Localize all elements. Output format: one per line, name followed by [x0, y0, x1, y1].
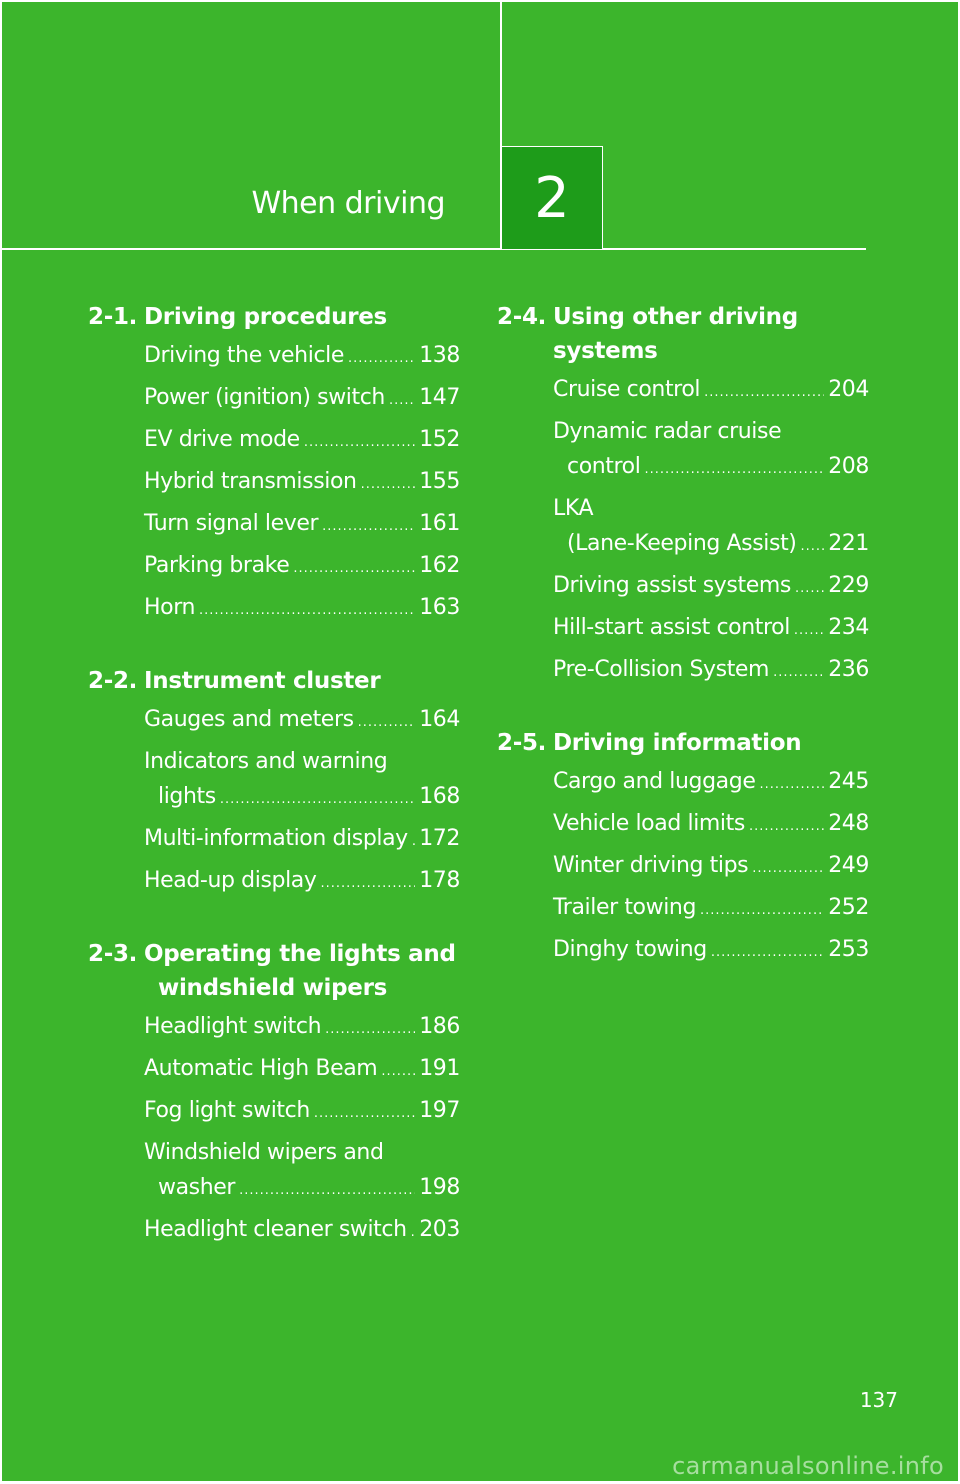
- entry-page-number: 152: [419, 427, 460, 452]
- entry-label: Driving assist systems: [553, 573, 791, 598]
- entry-label: washer: [158, 1175, 236, 1200]
- entry-page-number: 178: [419, 868, 460, 893]
- entry-label: Hybrid transmission: [144, 469, 357, 494]
- entry-list: [88, 338, 460, 628]
- entry-label: Driving the vehicle: [144, 343, 344, 368]
- entry-line: [144, 338, 460, 376]
- entry-list: [497, 764, 869, 970]
- toc-entry[interactable]: [553, 764, 869, 802]
- section-title-text: Driving information: [553, 730, 802, 756]
- entry-page-number: 147: [419, 385, 460, 410]
- entry-page-number: 138: [419, 343, 460, 368]
- toc-entry[interactable]: [144, 863, 460, 901]
- entry-line: [553, 610, 869, 648]
- watermark: carmanualsonline.info: [672, 1452, 944, 1480]
- entry-line: [144, 422, 460, 460]
- entry-line: [553, 449, 869, 487]
- entry-page-number: 253: [828, 937, 869, 962]
- toc-entry[interactable]: [144, 380, 460, 418]
- toc-section: [88, 300, 460, 628]
- toc-entry[interactable]: [553, 414, 869, 487]
- entry-page-number: 198: [419, 1175, 460, 1200]
- toc-left-column: [88, 300, 460, 1286]
- toc-entry[interactable]: [144, 338, 460, 376]
- chapter-title: When driving: [251, 186, 445, 221]
- entry-label: Dinghy towing: [553, 937, 707, 962]
- chapter-number-tab: [500, 146, 603, 249]
- toc-entry[interactable]: [553, 652, 869, 690]
- entry-label: Power (ignition) switch: [144, 385, 385, 410]
- entry-line: [144, 821, 460, 859]
- entry-list: [88, 1009, 460, 1250]
- entry-line: [144, 863, 460, 901]
- dot-leader: [711, 935, 824, 970]
- entry-page-number: 203: [419, 1217, 460, 1242]
- entry-page-number: 172: [419, 826, 460, 851]
- entry-page-number: 221: [828, 531, 869, 556]
- entry-line: [553, 526, 869, 564]
- section-heading: [88, 300, 460, 334]
- page-number: 137: [859, 1388, 898, 1412]
- section-heading: [88, 664, 460, 698]
- dot-leader: [220, 782, 415, 817]
- section-number: 2-2.: [88, 668, 138, 694]
- entry-page-number: 186: [419, 1014, 460, 1039]
- entry-label: Automatic High Beam: [144, 1056, 378, 1081]
- entry-label: Parking brake: [144, 553, 290, 578]
- toc-entry[interactable]: [144, 1212, 460, 1250]
- entry-line: [553, 372, 869, 410]
- left-border: [0, 0, 2, 1484]
- entry-label: Turn signal lever: [144, 511, 319, 536]
- toc-section: [497, 300, 869, 690]
- chapter-number: 2: [534, 165, 570, 231]
- toc-section: [88, 937, 460, 1250]
- entry-line: [553, 652, 869, 690]
- section-title: [553, 726, 869, 760]
- section-heading: [88, 937, 460, 1005]
- entry-page-number: 191: [419, 1056, 460, 1081]
- toc-entry[interactable]: [553, 932, 869, 970]
- entry-list: [88, 702, 460, 901]
- entry-page-number: 197: [419, 1098, 460, 1123]
- dot-leader: [412, 824, 415, 859]
- toc-entry[interactable]: [553, 806, 869, 844]
- section-title-text: Operating the lights and: [144, 941, 456, 967]
- entry-line: [553, 568, 869, 606]
- entry-page-number: 236: [828, 657, 869, 682]
- entry-label: lights: [158, 784, 216, 809]
- dot-leader: [644, 452, 824, 487]
- dot-leader: [759, 767, 824, 802]
- dot-leader: [322, 509, 415, 544]
- dot-leader: [794, 613, 824, 648]
- dot-leader: [389, 383, 415, 418]
- entry-label: Horn: [144, 595, 196, 620]
- entry-line: [144, 590, 460, 628]
- entry-line: [553, 890, 869, 928]
- entry-label-first-line: LKA: [553, 496, 594, 521]
- toc-entry[interactable]: [553, 568, 869, 606]
- dot-leader: [199, 593, 415, 628]
- entry-line: [144, 380, 460, 418]
- dot-leader: [348, 341, 415, 376]
- section-title: [144, 937, 460, 1005]
- toc-entry[interactable]: [144, 422, 460, 460]
- entry-label: (Lane-Keeping Assist): [567, 531, 797, 556]
- entry-label-first-line: Indicators and warning: [144, 749, 388, 774]
- toc-section: [88, 664, 460, 901]
- entry-line: [144, 1009, 460, 1047]
- toc-entry[interactable]: [553, 610, 869, 648]
- toc-entry[interactable]: [144, 506, 460, 544]
- dot-leader: [361, 467, 416, 502]
- dot-leader: [749, 809, 824, 844]
- section-number: 2-4.: [497, 304, 547, 330]
- entry-page-number: 234: [828, 615, 869, 640]
- entry-line: [553, 764, 869, 802]
- entry-label-first-line: Windshield wipers and: [144, 1140, 384, 1165]
- entry-label: Gauges and meters: [144, 707, 354, 732]
- entry-label: Pre-Collision System: [553, 657, 770, 682]
- toc-section: [497, 726, 869, 970]
- entry-label: control: [567, 454, 641, 479]
- entry-page-number: 252: [828, 895, 869, 920]
- section-title-text: Instrument cluster: [144, 668, 381, 694]
- toc-entry[interactable]: [553, 372, 869, 410]
- dot-leader: [314, 1096, 415, 1131]
- toc-entry[interactable]: [144, 702, 460, 740]
- entry-line: [553, 848, 869, 886]
- header-horizontal-rule: [0, 248, 866, 250]
- section-title: [144, 664, 460, 698]
- entry-page-number: 245: [828, 769, 869, 794]
- entry-line: [144, 1212, 460, 1250]
- entry-line: [144, 506, 460, 544]
- entry-label-first-line: Dynamic radar cruise: [553, 419, 782, 444]
- entry-label: Cruise control: [553, 377, 701, 402]
- section-heading: [497, 726, 869, 760]
- dot-leader: [293, 551, 415, 586]
- dot-leader: [381, 1054, 415, 1089]
- entry-page-number: 204: [828, 377, 869, 402]
- toc-right-column: [497, 300, 869, 1006]
- entry-page-number: 249: [828, 853, 869, 878]
- entry-label: Head-up display: [144, 868, 317, 893]
- toc-entry[interactable]: [144, 821, 460, 859]
- dot-leader: [752, 851, 824, 886]
- dot-leader: [239, 1173, 415, 1208]
- entry-label: Hill-start assist control: [553, 615, 790, 640]
- entry-label: Headlight switch: [144, 1014, 322, 1039]
- toc-entry[interactable]: [144, 1135, 460, 1208]
- top-border: [0, 0, 960, 2]
- dot-leader: [704, 375, 824, 410]
- toc-entry[interactable]: [144, 548, 460, 586]
- entry-label: Winter driving tips: [553, 853, 749, 878]
- dot-leader: [411, 1215, 416, 1250]
- entry-line: [144, 702, 460, 740]
- entry-line: [553, 806, 869, 844]
- entry-page-number: 163: [419, 595, 460, 620]
- entry-label: Headlight cleaner switch: [144, 1217, 407, 1242]
- entry-page-number: 161: [419, 511, 460, 536]
- toc-entry[interactable]: [144, 1051, 460, 1089]
- section-number: 2-3.: [88, 941, 138, 967]
- section-number: 2-1.: [88, 304, 138, 330]
- entry-page-number: 162: [419, 553, 460, 578]
- dot-leader: [320, 866, 415, 901]
- entry-label: Trailer towing: [553, 895, 697, 920]
- toc-entry[interactable]: [553, 890, 869, 928]
- section-number: 2-5.: [497, 730, 547, 756]
- toc-entry[interactable]: [553, 491, 869, 564]
- entry-page-number: 168: [419, 784, 460, 809]
- entry-page-number: 155: [419, 469, 460, 494]
- dot-leader: [700, 893, 824, 928]
- entry-page-number: 248: [828, 811, 869, 836]
- section-title-continued: windshield wipers: [158, 975, 387, 1001]
- section-title: [553, 300, 869, 368]
- section-title-text: Driving procedures: [144, 304, 387, 330]
- toc-entry[interactable]: [144, 744, 460, 817]
- entry-line: [144, 548, 460, 586]
- dot-leader: [304, 425, 415, 460]
- dot-leader: [795, 571, 824, 606]
- dot-leader: [773, 655, 824, 690]
- entry-line: [144, 1093, 460, 1131]
- toc-entry[interactable]: [144, 464, 460, 502]
- entry-line: [144, 1051, 460, 1089]
- dot-leader: [800, 529, 824, 564]
- section-title: [144, 300, 460, 334]
- entry-label: Cargo and luggage: [553, 769, 756, 794]
- toc-entry[interactable]: [144, 1093, 460, 1131]
- toc-entry[interactable]: [144, 1009, 460, 1047]
- entry-line: [553, 932, 869, 970]
- entry-page-number: 229: [828, 573, 869, 598]
- entry-label: Fog light switch: [144, 1098, 310, 1123]
- section-title-text: Using other driving systems: [553, 304, 798, 364]
- entry-page-number: 208: [828, 454, 869, 479]
- entry-line: [144, 779, 460, 817]
- toc-entry[interactable]: [144, 590, 460, 628]
- entry-label: Multi-information display: [144, 826, 408, 851]
- entry-label: Vehicle load limits: [553, 811, 745, 836]
- dot-leader: [358, 705, 416, 740]
- entry-line: [144, 464, 460, 502]
- entry-label: EV drive mode: [144, 427, 300, 452]
- dot-leader: [325, 1012, 415, 1047]
- entry-list: [497, 372, 869, 690]
- toc-entry[interactable]: [553, 848, 869, 886]
- entry-page-number: 164: [419, 707, 460, 732]
- entry-line: [144, 1170, 460, 1208]
- section-heading: [497, 300, 869, 368]
- header-vertical-rule: [500, 0, 502, 148]
